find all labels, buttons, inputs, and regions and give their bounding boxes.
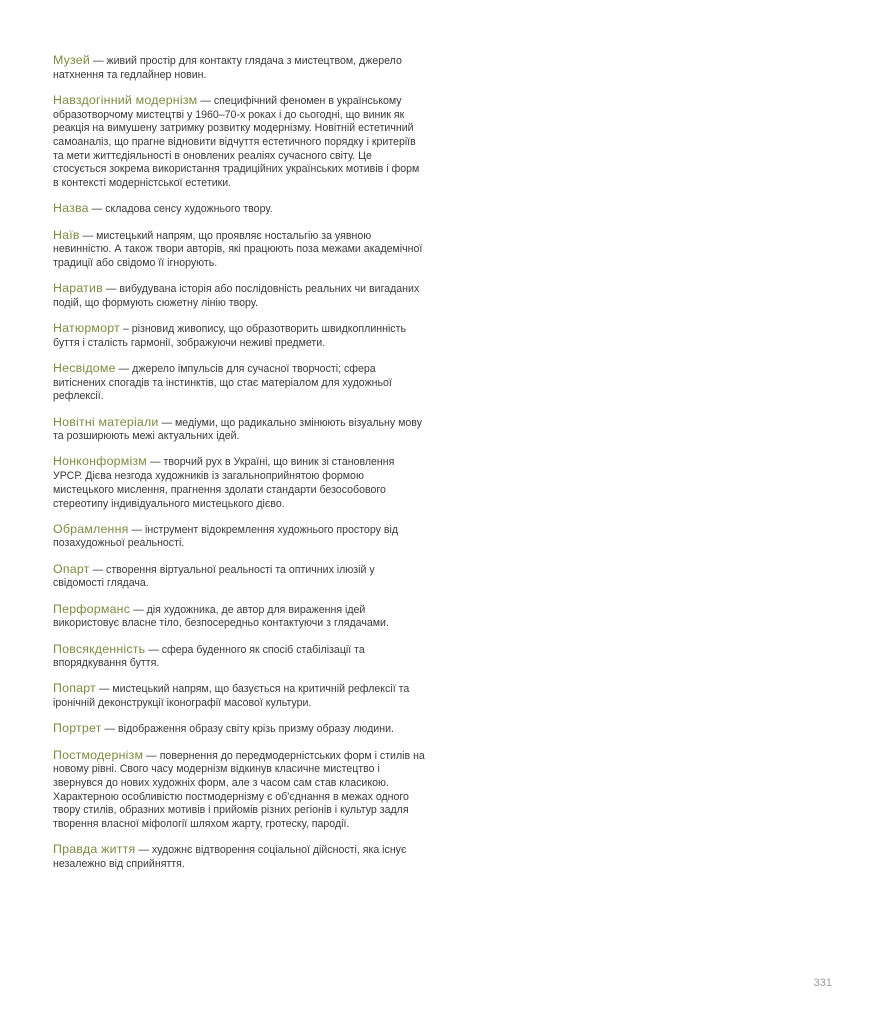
glossary-entry	[53, 282, 425, 310]
glossary-entry	[53, 722, 425, 737]
entry-definition: — мистецький напрям, що базується на критичній рефлексії та іронічній деконструкції іконографії масової культури.	[53, 683, 410, 710]
entry-term: Правда життя	[53, 842, 136, 857]
entry-term: Портрет	[53, 721, 102, 736]
glossary-entry	[53, 94, 425, 191]
entry-definition: — джерело імпульсів для сучасної творчості; сфера витіснених спогадів та інстинктів, що стає матеріалом для художньої рефлексії.	[53, 362, 392, 403]
glossary-entry	[53, 202, 425, 217]
glossary-entry	[53, 229, 425, 271]
entry-definition: — дія художника, де автор для вираження ідей використовує власне тіло, безпосередньо контактуючи з глядачами.	[53, 603, 389, 630]
glossary-entry	[53, 643, 425, 671]
entry-definition: — специфічний феномен в українському образотворчому мистецтві у 1960–70-х роках і до сьогодні, що виник як реакція на вимушену затримку розвитку модернізму. Новітній естетичний самоаналіз, що прагне відновити відчуття естетичного порядку і критеріїв та мети життєдіяльності в оновлених реаліях сучасного світу. Це стосується зокрема використання традиційних українських мотивів і форм в контексті модерністської естетики.	[53, 94, 420, 190]
glossary-entry	[53, 322, 425, 350]
glossary-entry	[53, 362, 425, 404]
glossary-entry	[53, 54, 425, 82]
glossary-entry	[53, 749, 425, 832]
entry-definition: — художнє відтворення соціальної дійсності, яка існує незалежно від сприйняття.	[53, 844, 407, 870]
entry-term: Назва	[53, 201, 89, 216]
entry-definition: — повернення до передмодерністських форм і стилів на новому рівні. Свого часу модернізм відкинув класичне мистецтво і звернувся до нових художніх форм, але з часом сам став класикою. Характерною особливістю постмодернізму є об'єднання в межах одного твору стилів, образних мотивів і прийомів різних регіонів і культур задля творення власної міфології шляхом жарту, гротеску, пародії.	[53, 749, 425, 831]
entry-definition: – різновид живопису, що образотворить швидкоплинність буття і сталість гармонії, зображуючи неживі предмети.	[53, 323, 406, 349]
entry-term: Несвідоме	[53, 360, 116, 375]
entry-definition: — творчий рух в Україні, що виник зі становлення УРСР. Дієва незгода художників із загальноприйнятою формою мистецького мислення, прагнення здолати стандарти безособового стереотипу індивідуального мистецького дієво.	[53, 456, 395, 510]
glossary-entry	[53, 523, 425, 551]
glossary-entry	[53, 682, 425, 710]
entry-term: Наратив	[53, 281, 103, 296]
glossary-entry	[53, 563, 425, 591]
entry-definition: — складова сенсу художнього твору.	[88, 203, 273, 216]
page-number: 331	[813, 977, 832, 989]
entry-term: Навздогінний модернізм	[53, 92, 198, 107]
entry-definition: — інструмент відокремлення художнього простору від позахудожньої реальності.	[53, 523, 399, 550]
entry-term: Опарт	[53, 561, 90, 576]
entry-definition: — відображення образу світу крізь призму образу людини.	[101, 723, 394, 736]
entry-definition: — живий простір для контакту глядача з мистецтвом, джерело натхнення та гедлайнер новин.	[53, 55, 402, 81]
entry-term: Новітні матеріали	[53, 414, 159, 429]
entry-definition: — медіуми, що радикально змінюють візуальну мову та розширюють межі актуальних ідей.	[53, 416, 422, 443]
entry-term: Музей	[53, 53, 91, 67]
entry-term: Нонконформізм	[53, 454, 148, 469]
glossary-entry	[53, 603, 425, 631]
entry-term: Постмодернізм	[53, 747, 144, 762]
glossary-entry	[53, 843, 425, 871]
entry-term: Перформанс	[53, 601, 131, 616]
entry-definition: — вибудувана історія або послідовність реальних чи вигаданих подій, що формують сюжетну лінію твору.	[53, 283, 420, 309]
entry-term: Повсякденність	[53, 641, 146, 656]
entry-definition: — створення віртуальної реальності та оптичних ілюзій у свідомості глядача.	[53, 563, 375, 590]
entry-term: Обрамлення	[53, 521, 129, 536]
entry-term: Натюрморт	[53, 321, 120, 336]
left-column	[53, 54, 425, 883]
entry-term: Наїв	[53, 227, 80, 242]
entry-definition: — сфера буденного як спосіб стабілізації та впорядкування буття.	[53, 643, 365, 670]
glossary-entry	[53, 455, 425, 511]
glossary-entry	[53, 416, 425, 444]
entry-term: Попарт	[53, 681, 96, 696]
entry-definition: — мистецький напрям, що проявляє ностальгію за уявною невинністю. А також твори авторів, які працюють поза межами академічної традиції або свідомо її ігнорують.	[53, 229, 423, 269]
